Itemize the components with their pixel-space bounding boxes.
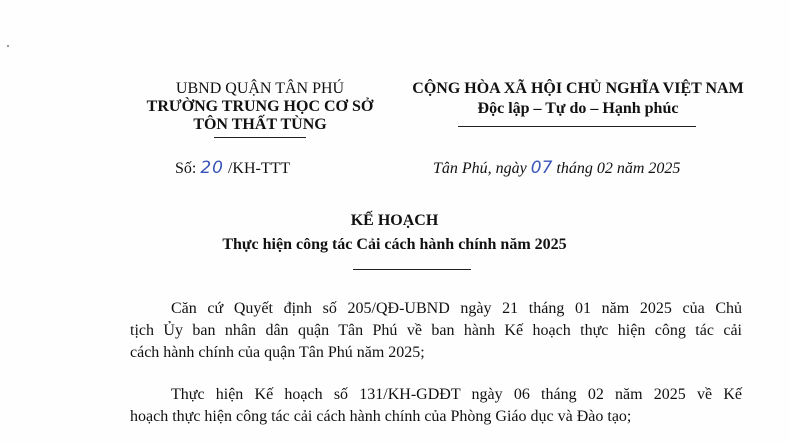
doc-number-handwritten: 20 <box>200 158 224 178</box>
header-right-underline <box>458 126 696 127</box>
paragraph-line: tịch Ủy ban nhân dân quận Tân Phú về ban hành Kế hoạch thực hiện công tác cải <box>130 322 742 339</box>
document-number <box>175 158 290 178</box>
place-date <box>433 158 680 178</box>
place-date-day-handwritten: 07 <box>530 158 553 178</box>
body-paragraph-1 <box>130 298 742 364</box>
national-motto: Độc lập – Tự do – Hạnh phúc <box>477 100 679 117</box>
body-paragraph-2 <box>130 384 742 428</box>
place-date-prefix: Tân Phú, ngày <box>433 160 527 177</box>
national-title: CỘNG HÒA XÃ HỘI CHỦ NGHĨA VIỆT NAM <box>412 80 744 97</box>
doc-number-prefix: Số: <box>175 160 197 177</box>
paragraph-line: Căn cứ Quyết định số 205/QĐ-UBND ngày 21 tháng 01 năm 2025 của Chủ <box>171 300 742 317</box>
paragraph-line: Thực hiện Kế hoạch số 131/KH-GDĐT ngày 06 tháng 02 năm 2025 về Kế <box>171 386 742 403</box>
title-underline <box>353 269 471 270</box>
issuing-authority: UBND QUẬN TÂN PHÚ <box>175 80 345 97</box>
scan-speck <box>7 45 9 47</box>
paragraph-line: hoạch thực hiện công tác cải cách hành chính của Phòng Giáo dục và Đào tạo; <box>130 408 632 425</box>
place-date-suffix: tháng 02 năm 2025 <box>556 160 681 177</box>
document-title: KẾ HOẠCH <box>350 212 439 229</box>
paragraph-line: cách hành chính của quận Tân Phú năm 2025; <box>130 344 425 361</box>
school-name-line1: TRƯỜNG TRUNG HỌC CƠ SỞ <box>146 98 374 115</box>
school-name-line2: TÔN THẤT TÙNG <box>193 116 327 133</box>
doc-number-suffix: /KH-TTT <box>227 160 291 177</box>
header-left-underline <box>214 137 306 138</box>
document-subtitle: Thực hiện công tác Cải cách hành chính năm 2025 <box>222 236 567 253</box>
